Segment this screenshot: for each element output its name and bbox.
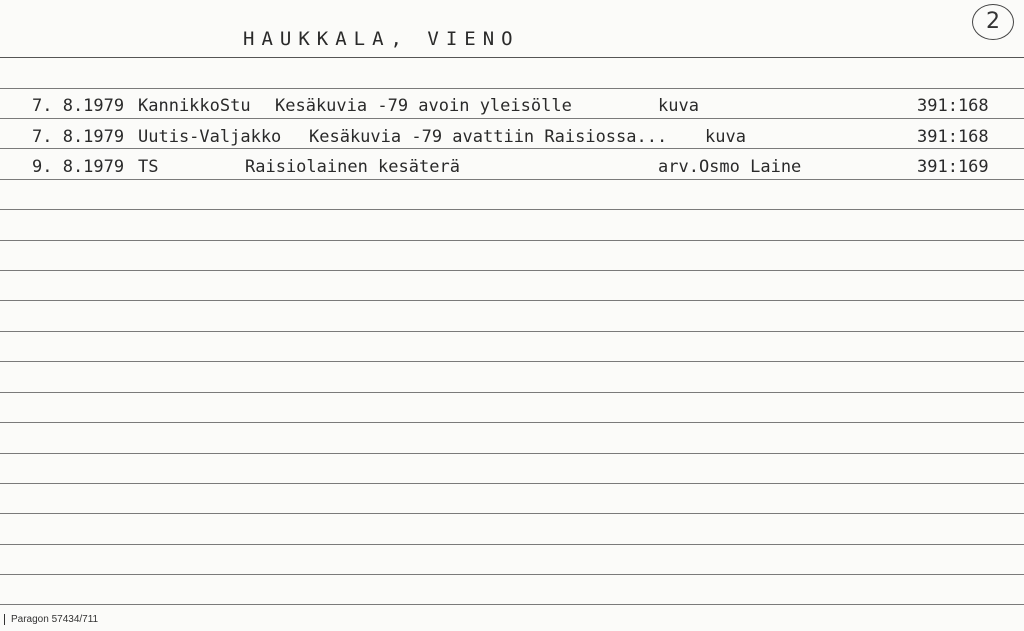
entry-title: Kesäkuvia -79 avattiin Raisiossa... xyxy=(309,127,668,147)
entry-date: 7. 8.1979 xyxy=(32,96,125,116)
rule-line xyxy=(0,270,1024,271)
entry-row xyxy=(0,96,1024,120)
entry-row xyxy=(0,157,1024,181)
rule-line xyxy=(0,209,1024,210)
entry-source: TS xyxy=(138,157,159,177)
rule-line xyxy=(0,604,1024,605)
rule-line xyxy=(0,361,1024,362)
rule-line xyxy=(0,88,1024,89)
rule-line xyxy=(0,513,1024,514)
rule-line xyxy=(0,300,1024,301)
entry-type: arv.Osmo Laine xyxy=(658,157,802,177)
entry-source: KannikkoStu xyxy=(138,96,251,116)
entry-title: Kesäkuvia -79 avoin yleisölle xyxy=(275,96,572,116)
entry-date: 9. 8.1979 xyxy=(32,157,125,177)
rule-line xyxy=(0,574,1024,575)
entry-date: 7. 8.1979 xyxy=(32,127,125,147)
rule-line xyxy=(0,483,1024,484)
entry-ref: 391:168 xyxy=(917,127,989,147)
entry-row xyxy=(0,127,1024,151)
printer-imprint: Paragon 57434/711 xyxy=(4,614,98,625)
entry-ref: 391:169 xyxy=(917,157,989,177)
rule-line xyxy=(0,544,1024,545)
entry-ref: 391:168 xyxy=(917,96,989,116)
card-title: HAUKKALA, VIENO xyxy=(243,28,520,50)
rule-line xyxy=(0,422,1024,423)
rule-line xyxy=(0,240,1024,241)
entry-title: Raisiolainen kesäterä xyxy=(245,157,460,177)
entry-type: kuva xyxy=(705,127,746,147)
rule-line xyxy=(0,453,1024,454)
entry-source: Uutis-Valjakko xyxy=(138,127,282,147)
rule-line xyxy=(0,331,1024,332)
header-rule xyxy=(0,57,1024,58)
rule-line xyxy=(0,392,1024,393)
page-number-circle: 2 xyxy=(972,4,1014,40)
entry-type: kuva xyxy=(658,96,699,116)
